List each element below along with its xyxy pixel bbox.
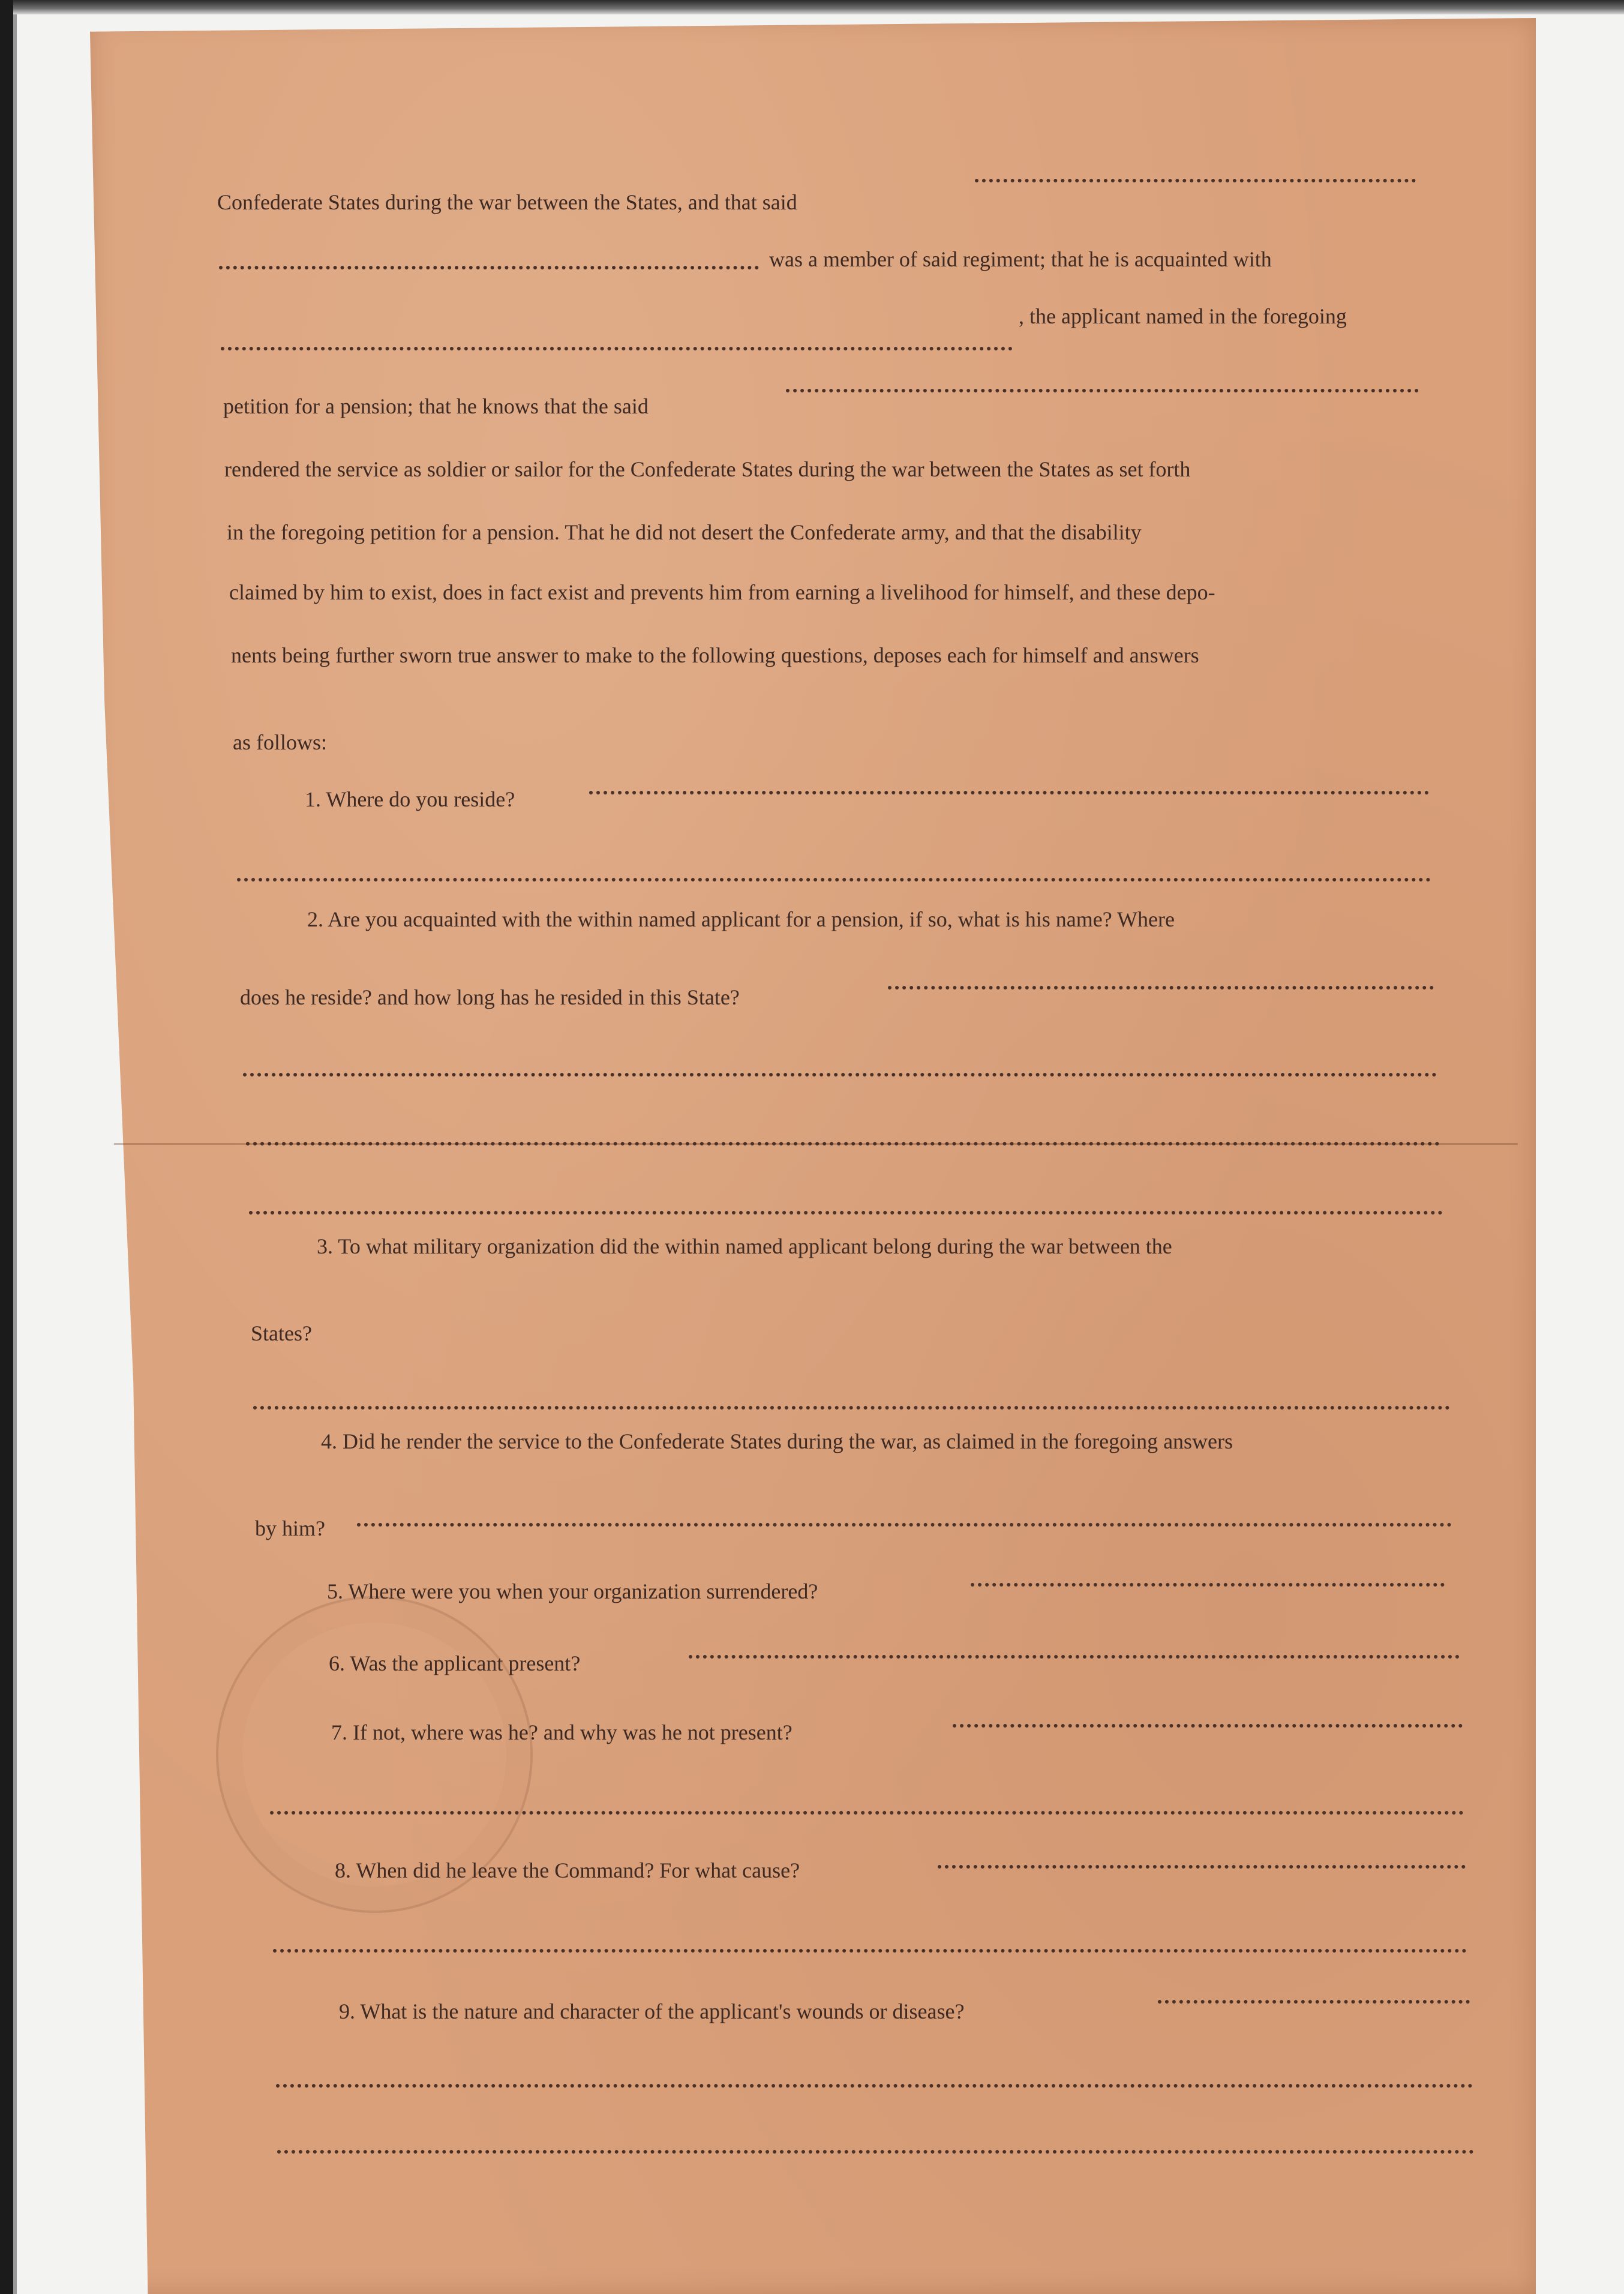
answer-line-9b[interactable]: [276, 2079, 1473, 2088]
answer-line-1a[interactable]: [589, 786, 1429, 794]
scan-top-edge: [0, 0, 1624, 14]
blank-line-3[interactable]: [221, 342, 1013, 350]
scan-left-edge: [0, 0, 13, 2294]
blank-line-4[interactable]: [786, 384, 1419, 392]
question-1: 1. Where do you reside?: [305, 787, 515, 811]
text-line-9: as follows:: [233, 730, 327, 754]
scan-left-inner-edge: [13, 14, 17, 2294]
question-4a: 4. Did he render the service to the Confederate States during the war, as claimed in the foregoing answers: [321, 1429, 1233, 1453]
answer-line-6[interactable]: [689, 1650, 1460, 1659]
answer-line-9a[interactable]: [1158, 1995, 1470, 2004]
answer-line-4[interactable]: [357, 1518, 1452, 1527]
question-2b: does he reside? and how long has he resided in this State?: [240, 985, 740, 1009]
question-9: 9. What is the nature and character of the applicant's wounds or disease?: [339, 1999, 965, 2023]
blank-line-2[interactable]: [219, 261, 759, 269]
answer-line-7b[interactable]: [270, 1806, 1464, 1815]
blank-line-1[interactable]: [975, 174, 1416, 182]
text-line-2: was a member of said regiment; that he is acquainted with: [769, 247, 1272, 271]
answer-line-8b[interactable]: [273, 1944, 1467, 1953]
answer-line-2a[interactable]: [888, 981, 1434, 989]
question-3b: States?: [251, 1321, 312, 1345]
text-line-8: nents being further sworn true answer to make to the following questions, deposes each for himself and answers: [231, 643, 1199, 667]
text-line-5: rendered the service as soldier or sailor for the Confederate States during the war between the States as set forth: [224, 457, 1191, 481]
question-2a: 2. Are you acquainted with the within named applicant for a pension, if so, what is his name? Where: [307, 907, 1175, 931]
answer-line-2c[interactable]: [246, 1137, 1440, 1145]
answer-line-2b[interactable]: [243, 1068, 1437, 1076]
answer-line-5[interactable]: [971, 1578, 1445, 1587]
answer-line-3[interactable]: [253, 1401, 1450, 1410]
answer-line-8a[interactable]: [938, 1860, 1466, 1869]
answer-line-2d[interactable]: [249, 1206, 1443, 1215]
question-5: 5. Where were you when your organization surrendered?: [327, 1579, 818, 1603]
text-line-7: claimed by him to exist, does in fact exist and prevents him from earning a livelihood for himself, and these depo-: [229, 580, 1215, 604]
question-6: 6. Was the applicant present?: [329, 1651, 581, 1675]
text-line-4: petition for a pension; that he knows that the said: [223, 394, 649, 418]
answer-line-9c[interactable]: [277, 2145, 1474, 2154]
text-line-3: , the applicant named in the foregoing: [1019, 304, 1347, 328]
answer-line-1b[interactable]: [237, 873, 1431, 881]
text-line-1: Confederate States during the war between the States, and that said: [217, 190, 797, 214]
pension-form-page: [90, 18, 1536, 2294]
text-line-6: in the foregoing petition for a pension. That he did not desert the Confederate army, and that the disability: [227, 520, 1142, 544]
question-4b: by him?: [255, 1516, 325, 1540]
answer-line-7a[interactable]: [953, 1719, 1463, 1728]
question-3a: 3. To what military organization did the within named applicant belong during the war between the: [317, 1234, 1172, 1258]
question-8: 8. When did he leave the Command? For what cause?: [335, 1858, 800, 1882]
question-7: 7. If not, where was he? and why was he not present?: [331, 1720, 793, 1744]
